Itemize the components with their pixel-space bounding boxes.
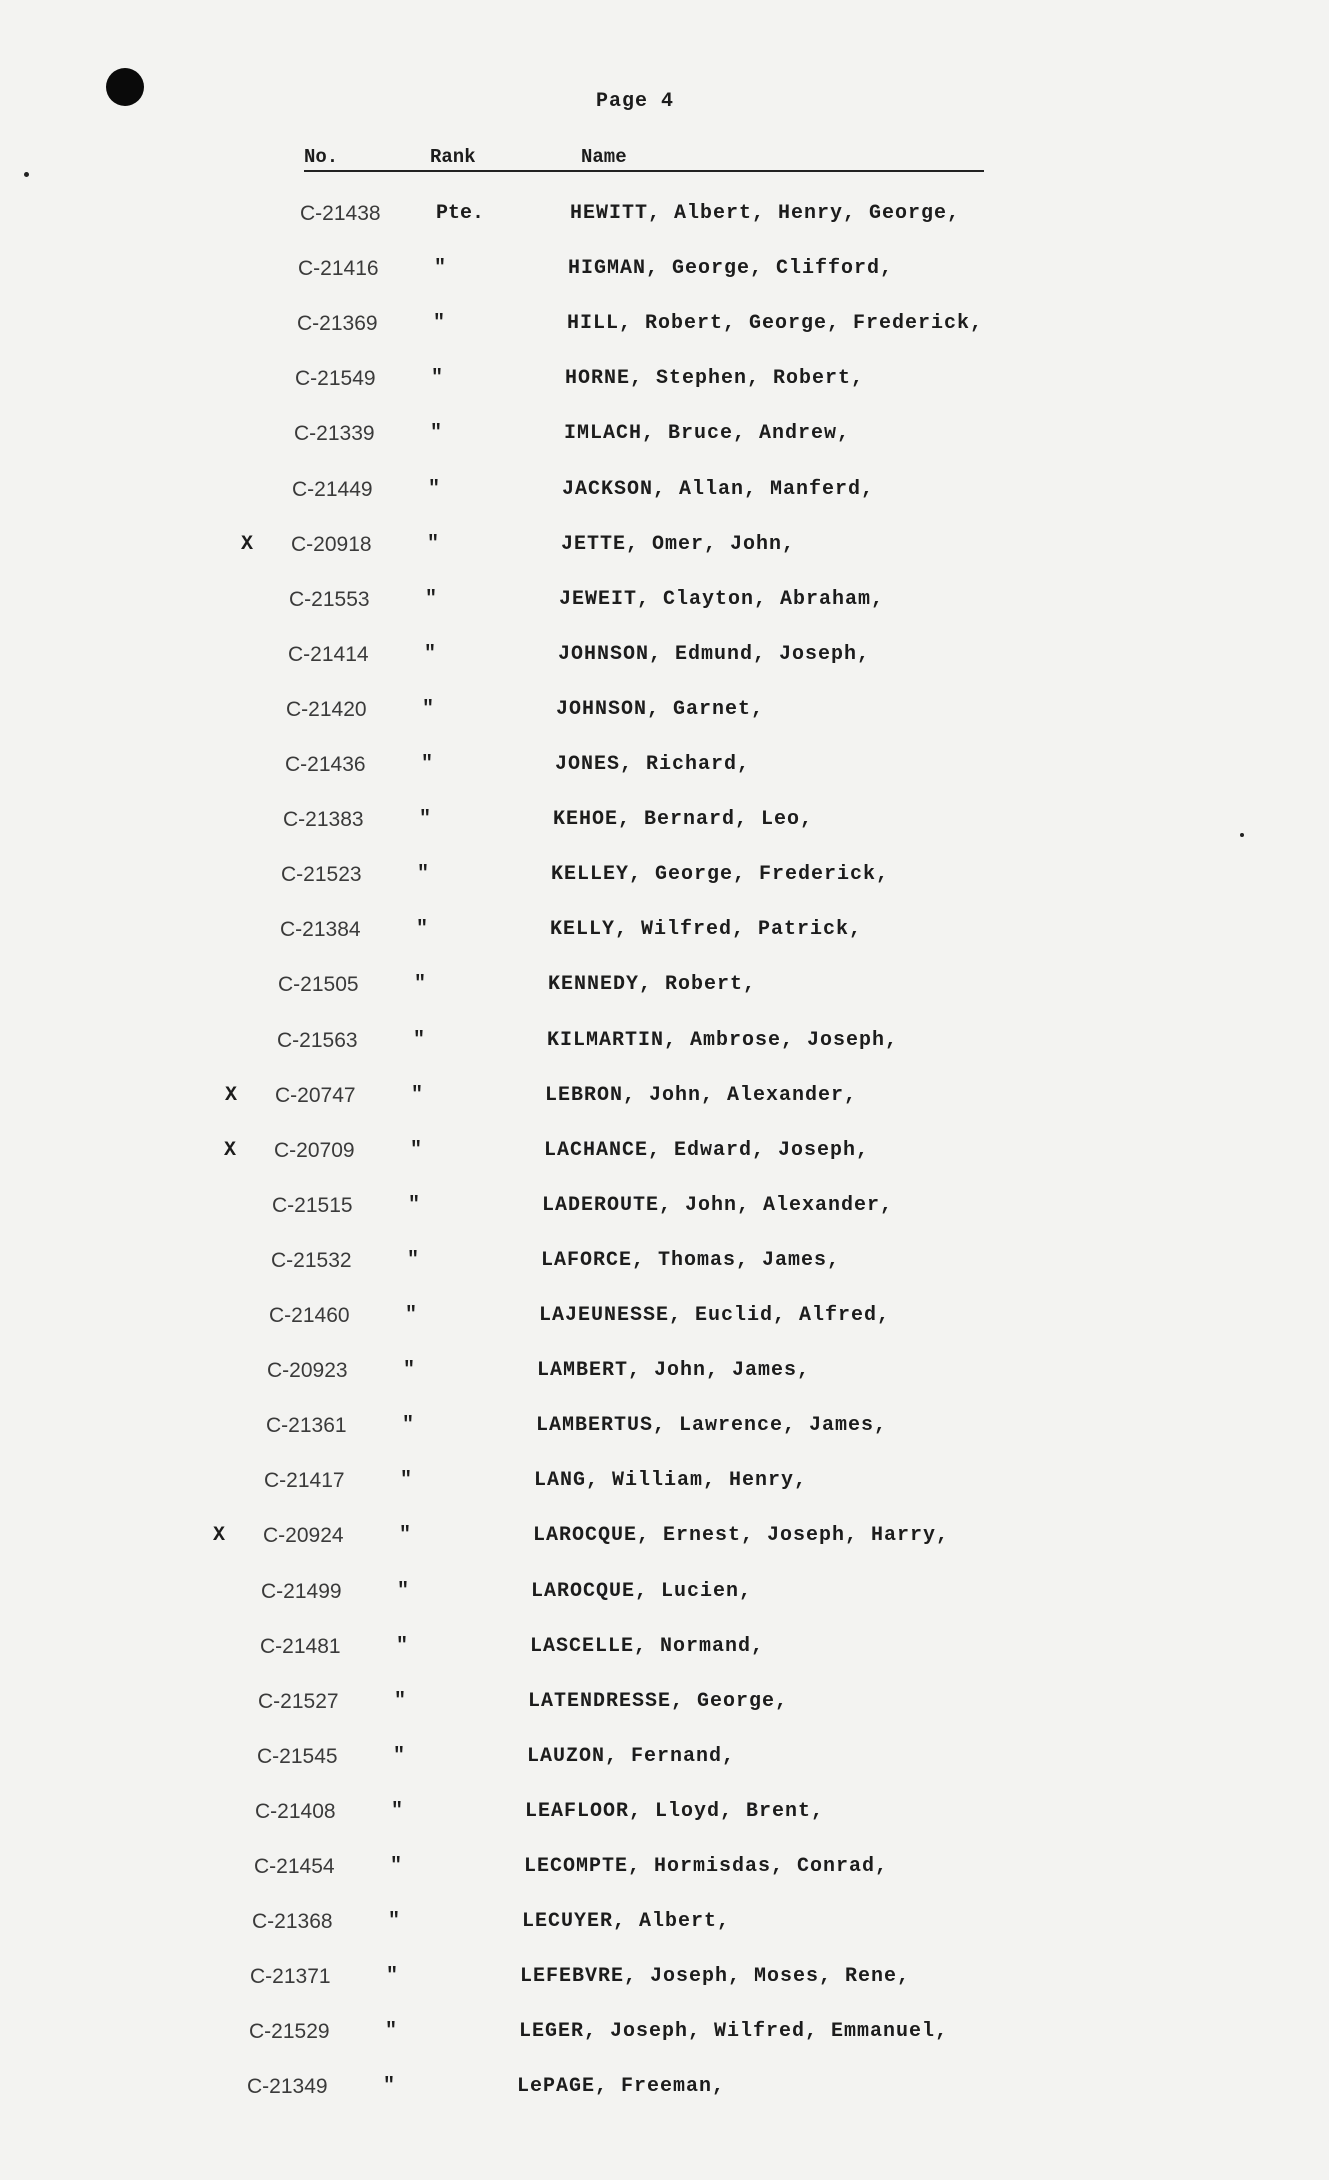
soldier-name: LECOMPTE, Hormisdas, Conrad, <box>524 1855 889 1878</box>
service-number: C-21383 <box>283 808 364 831</box>
service-number: C-21369 <box>297 312 378 335</box>
soldier-name: KILMARTIN, Ambrose, Joseph, <box>547 1029 899 1052</box>
rank: " <box>430 422 443 445</box>
soldier-name: LAFORCE, Thomas, James, <box>541 1249 841 1272</box>
row-mark: X <box>224 1139 237 1162</box>
soldier-name: JOHNSON, Edmund, Joseph, <box>558 643 871 666</box>
column-header-number: No. <box>304 146 339 168</box>
service-number: C-21563 <box>277 1029 358 1052</box>
service-number: C-20747 <box>275 1084 356 1107</box>
soldier-name: JACKSON, Allan, Manferd, <box>562 478 875 501</box>
soldier-name: KELLY, Wilfred, Patrick, <box>550 918 863 941</box>
soldier-name: LACHANCE, Edward, Joseph, <box>544 1139 870 1162</box>
service-number: C-21449 <box>292 478 373 501</box>
soldier-name: KEHOE, Bernard, Leo, <box>553 808 814 831</box>
soldier-name: LANG, William, Henry, <box>534 1469 808 1492</box>
column-header-rank: Rank <box>430 146 476 168</box>
service-number: C-21408 <box>255 1800 336 1823</box>
soldier-name: LEGER, Joseph, Wilfred, Emmanuel, <box>519 2020 949 2043</box>
rank: " <box>410 1139 423 1162</box>
rank: " <box>434 257 447 280</box>
service-number: C-21368 <box>252 1910 333 1933</box>
rank: " <box>400 1469 413 1492</box>
rank: " <box>391 1800 404 1823</box>
soldier-name: LASCELLE, Normand, <box>530 1635 765 1658</box>
rank: " <box>397 1580 410 1603</box>
service-number: C-21499 <box>261 1580 342 1603</box>
service-number: C-21529 <box>249 2020 330 2043</box>
rank: " <box>416 918 429 941</box>
rank: " <box>417 863 430 886</box>
soldier-name: KELLEY, George, Frederick, <box>551 863 890 886</box>
rank: " <box>427 533 440 556</box>
rank: Pte. <box>436 202 485 225</box>
soldier-name: LECUYER, Albert, <box>522 1910 731 1933</box>
column-header-name: Name <box>581 146 627 168</box>
row-mark: X <box>225 1084 238 1107</box>
rank: " <box>399 1524 412 1547</box>
rank: " <box>390 1855 403 1878</box>
service-number: C-21549 <box>295 367 376 390</box>
rank: " <box>414 973 427 996</box>
service-number: C-20709 <box>274 1139 355 1162</box>
rank: " <box>428 478 441 501</box>
soldier-name: LePAGE, Freeman, <box>517 2075 726 2098</box>
rank: " <box>431 367 444 390</box>
ink-speck <box>24 172 29 177</box>
rank: " <box>422 698 435 721</box>
service-number: C-21454 <box>254 1855 335 1878</box>
soldier-name: HILL, Robert, George, Frederick, <box>567 312 984 335</box>
service-number: C-21371 <box>250 1965 331 1988</box>
service-number: C-21349 <box>247 2075 328 2098</box>
header-underline <box>304 170 984 172</box>
rank: " <box>393 1745 406 1768</box>
service-number: C-21416 <box>298 257 379 280</box>
rank: " <box>425 588 438 611</box>
rank: " <box>386 1965 399 1988</box>
service-number: C-21460 <box>269 1304 350 1327</box>
service-number: C-21361 <box>266 1414 347 1437</box>
soldier-name: LAROCQUE, Lucien, <box>531 1580 753 1603</box>
rank: " <box>424 643 437 666</box>
soldier-name: LAMBERT, John, James, <box>537 1359 811 1382</box>
service-number: C-21436 <box>285 753 366 776</box>
soldier-name: JOHNSON, Garnet, <box>556 698 765 721</box>
service-number: C-21417 <box>264 1469 345 1492</box>
soldier-name: LAMBERTUS, Lawrence, James, <box>536 1414 888 1437</box>
service-number: C-21339 <box>294 422 375 445</box>
rank: " <box>433 312 446 335</box>
service-number: C-21515 <box>272 1194 353 1217</box>
service-number: C-20918 <box>291 533 372 556</box>
service-number: C-21545 <box>257 1745 338 1768</box>
service-number: C-21481 <box>260 1635 341 1658</box>
soldier-name: HIGMAN, George, Clifford, <box>568 257 894 280</box>
service-number: C-21414 <box>288 643 369 666</box>
soldier-name: LEFEBVRE, Joseph, Moses, Rene, <box>520 1965 911 1988</box>
ink-speck <box>1240 833 1244 837</box>
soldier-name: LAUZON, Fernand, <box>527 1745 736 1768</box>
service-number: C-21384 <box>280 918 361 941</box>
row-mark: X <box>213 1524 226 1547</box>
rank: " <box>411 1084 424 1107</box>
service-number: C-21438 <box>300 202 381 225</box>
soldier-name: HORNE, Stephen, Robert, <box>565 367 865 390</box>
rank: " <box>402 1414 415 1437</box>
rank: " <box>394 1690 407 1713</box>
service-number: C-21532 <box>271 1249 352 1272</box>
rank: " <box>405 1304 418 1327</box>
soldier-name: LAJEUNESSE, Euclid, Alfred, <box>539 1304 891 1327</box>
soldier-name: LADEROUTE, John, Alexander, <box>542 1194 894 1217</box>
soldier-name: HEWITT, Albert, Henry, George, <box>570 202 961 225</box>
service-number: C-21553 <box>289 588 370 611</box>
service-number: C-21523 <box>281 863 362 886</box>
rank: " <box>385 2020 398 2043</box>
service-number: C-21505 <box>278 973 359 996</box>
rank: " <box>413 1029 426 1052</box>
soldier-name: LATENDRESSE, George, <box>528 1690 789 1713</box>
service-number: C-21527 <box>258 1690 339 1713</box>
page-number: Page 4 <box>596 90 675 113</box>
soldier-name: LEBRON, John, Alexander, <box>545 1084 858 1107</box>
row-mark: X <box>241 533 254 556</box>
rank: " <box>419 808 432 831</box>
service-number: C-20924 <box>263 1524 344 1547</box>
soldier-name: JEWEIT, Clayton, Abraham, <box>559 588 885 611</box>
service-number: C-20923 <box>267 1359 348 1382</box>
soldier-name: JONES, Richard, <box>555 753 751 776</box>
rank: " <box>407 1249 420 1272</box>
soldier-name: IMLACH, Bruce, Andrew, <box>564 422 851 445</box>
soldier-name: LEAFLOOR, Lloyd, Brent, <box>525 1800 825 1823</box>
rank: " <box>403 1359 416 1382</box>
soldier-name: LAROCQUE, Ernest, Joseph, Harry, <box>533 1524 950 1547</box>
rank: " <box>421 753 434 776</box>
soldier-name: KENNEDY, Robert, <box>548 973 757 996</box>
soldier-name: JETTE, Omer, John, <box>561 533 796 556</box>
rank: " <box>396 1635 409 1658</box>
service-number: C-21420 <box>286 698 367 721</box>
punch-hole <box>106 68 144 106</box>
rank: " <box>408 1194 421 1217</box>
rank: " <box>383 2075 396 2098</box>
rank: " <box>388 1910 401 1933</box>
